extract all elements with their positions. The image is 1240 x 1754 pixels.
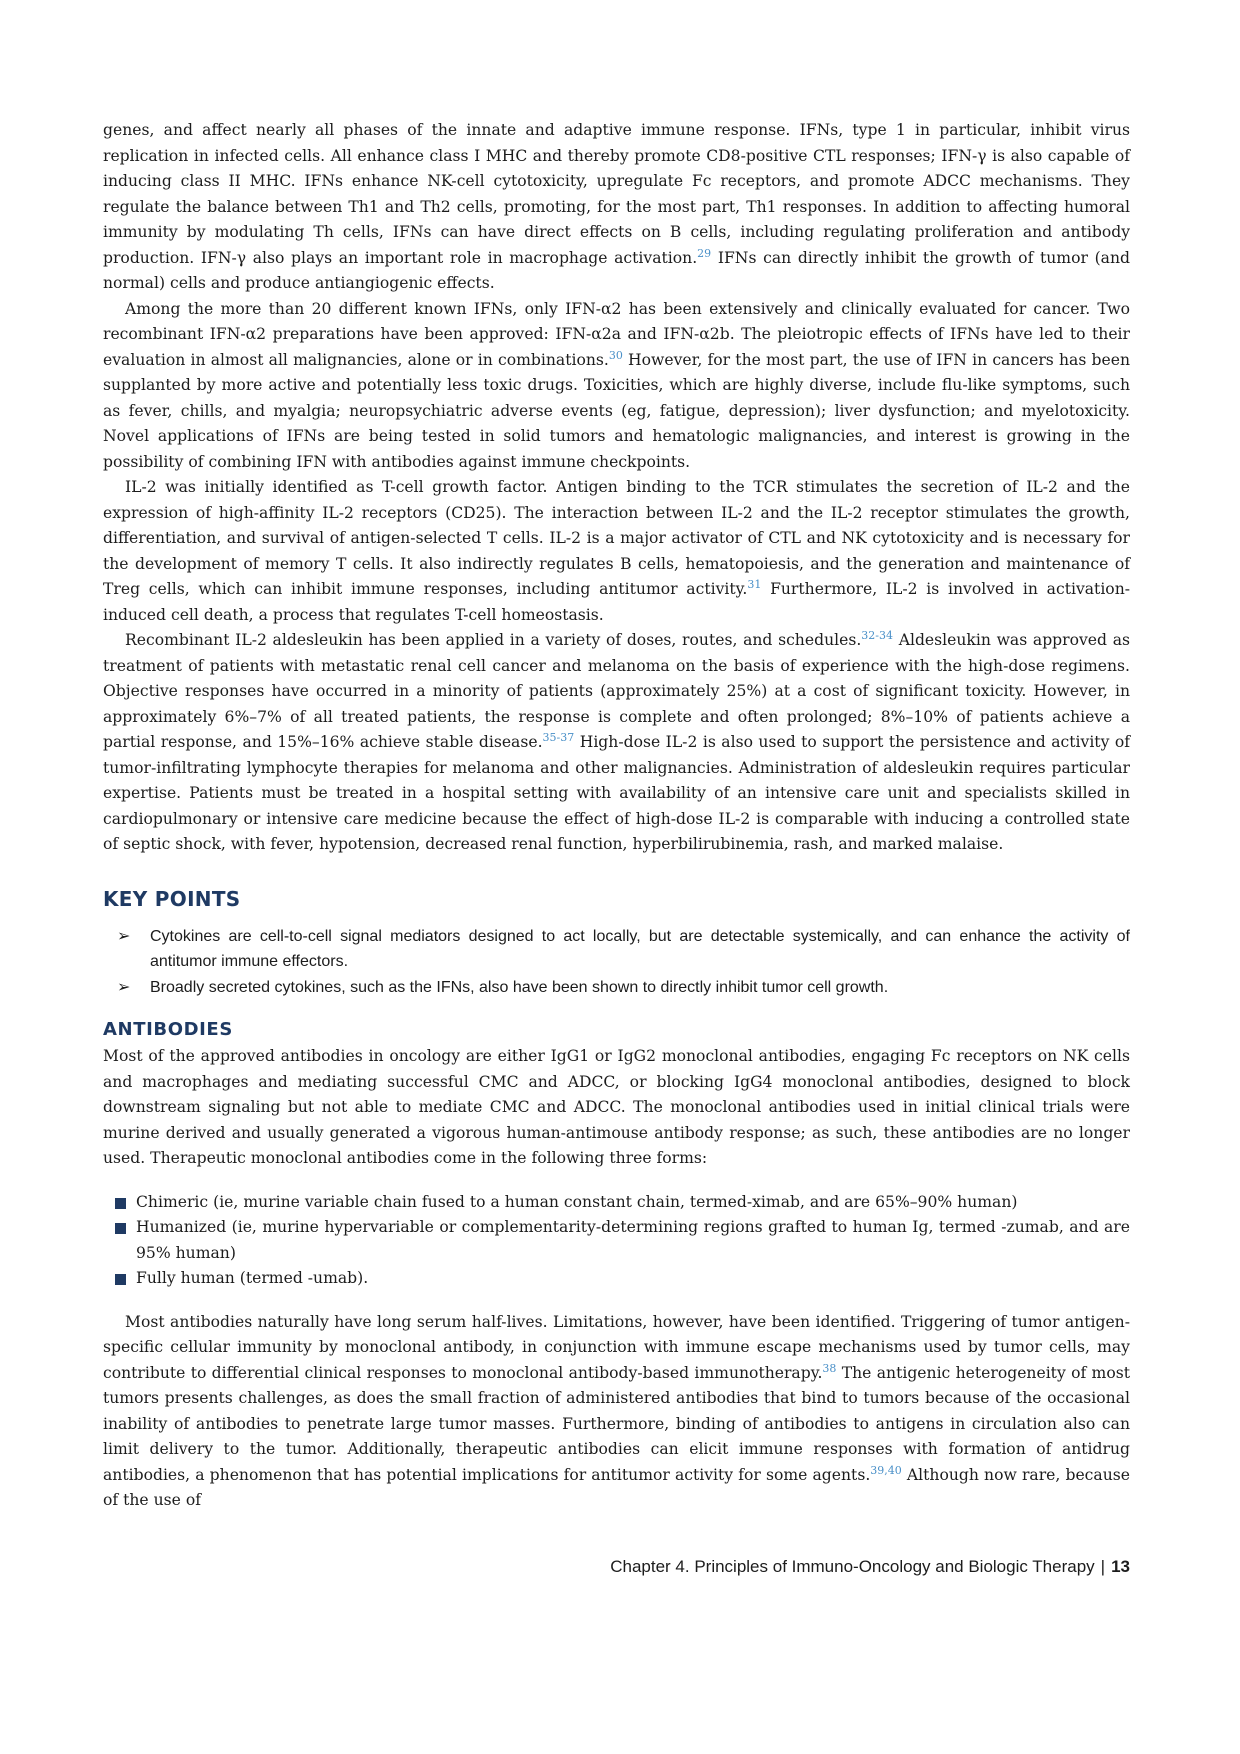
paragraph-antibodies-intro: Most of the approved antibodies in oncology are either IgG1 or IgG2 monoclonal antibodies, engaging Fc receptors on NK cells and macrophages and mediating successful CMC and ADCC, or blocking IgG4 monoclonal antibodies, designed to block downstream signaling but not able to mediate CMC and ADCC. The monoclonal antibodies used in initial clinical trials were murine derived and usually generated a vigorous human-antimouse antibody response; as such, these antibodies are no longer used. Therapeutic monoclonal antibodies come in the following three forms: [103, 1047, 1130, 1167]
list-item [103, 1266, 1130, 1292]
paragraph-text: Although now rare, because of the use of [103, 1465, 1130, 1509]
citation-ref[interactable]: 35-37 [542, 730, 575, 744]
list-item-text: Fully human (termed -umab). [136, 1269, 369, 1287]
page-footer [103, 1555, 1130, 1579]
list-item [103, 924, 1130, 975]
list-item-text: Chimeric (ie, murine variable chain fused to a human constant chain, termed-ximab, and are 65%–90% human) [136, 1192, 1018, 1211]
paragraph-il2 [103, 475, 1130, 628]
chapter-title: Chapter 4. Principles of Immuno-Oncology and Biologic Therapy [610, 1557, 1095, 1576]
paragraph-text: Most antibodies naturally have long serum half-lives. Limitations, however, have been identified. Triggering of tumor antigen-specific cellular immunity by monoclonal antibody, in conjunction with immune escape mechanisms used by tumor cells, may contribute to differential clinical responses to monoclonal antibody-based immunotherapy. [103, 1312, 1130, 1382]
antibodies-heading: ANTIBODIES [103, 1019, 233, 1040]
paragraph-text: However, for the most part, the use of IFN in cancers has been supplanted by more active and potentially less toxic drugs. Toxicities, which are highly diverse, include flu-like symptoms, such as fever, chills, and myalgia; neuropsychiatric adverse events (eg, fatigue, depression); liver dysfunction; and myelotoxicity. Novel applications of IFNs are being tested in solid tumors and hematologic malignancies, and interest is growing in the possibility of combining IFN with antibodies against immune checkpoints. [103, 350, 1130, 471]
paragraph-text: IL-2 was initially identified as T-cell growth factor. Antigen binding to the TCR stimulates the secretion of IL-2 and the expression of high-affinity IL-2 receptors (CD25). The interaction between IL-2 and the IL-2 receptor stimulates the growth, differentiation, and survival of antigen-selected T cells. IL-2 is a major activator of CTL and NK cytotoxicity and is necessary for the development of memory T cells. It also indirectly regulates B cells, hematopoiesis, and the generation and maintenance of Treg cells, which can inhibit immune responses, including antitumor activity. [103, 478, 1130, 598]
arrow-bullet-icon: ➢ [117, 927, 131, 945]
body-text [103, 118, 1130, 1514]
citation-ref[interactable]: 39,40 [870, 1463, 902, 1477]
footer-separator: | [1100, 1557, 1106, 1576]
citation-ref[interactable]: 30 [608, 348, 623, 362]
citation-ref[interactable]: 31 [747, 577, 762, 591]
list-item [103, 975, 1130, 1001]
paragraph-aldesleukin [103, 628, 1130, 858]
square-bullet-icon [115, 1198, 126, 1209]
paragraph-ifn-alpha2 [103, 297, 1130, 476]
list-item [103, 1215, 1130, 1266]
paragraph-text: Recombinant IL-2 aldesleukin has been applied in a variety of doses, routes, and schedules. [125, 631, 862, 649]
paragraph-text: The antigenic heterogeneity of most tumors presents challenges, as does the small fraction of administered antibodies that bind to tumors because of the occasional inability of antibodies to penetrate large tumor masses. Furthermore, binding of antibodies to antigens in circulation also can limit delivery to the tumor. Additionally, therapeutic antibodies can elicit immune responses with formation of antidrug antibodies, a phenomenon that has potential implications for antitumor activity for some agents. [103, 1363, 1130, 1484]
list-item-text: Humanized (ie, murine hypervariable or complementarity-determining regions grafted to human Ig, termed -zumab, and are 95% human) [136, 1218, 1130, 1262]
paragraph-text: Furthermore, IL-2 is involved in activation-induced cell death, a process that regulates T-cell homeostasis. [103, 580, 1131, 624]
citation-ref[interactable]: 29 [697, 246, 712, 260]
paragraph-text: genes, and affect nearly all phases of the innate and adaptive immune response. IFNs, type 1 in particular, inhibit virus replication in infected cells. All enhance class I MHC and thereby promote CD8-positive CTL responses; IFN-γ is also capable of inducing class II MHC. IFNs enhance NK-cell cytotoxicity, upregulate Fc receptors, and promote ADCC mechanisms. They regulate the balance between Th1 and Th2 cells, promoting, for the most part, Th1 responses. In addition to affecting humoral immunity by modulating Th cells, IFNs can have direct effects on B cells, including regulating proliferation and antibody production. IFN-γ also plays an important role in macrophage activation. [103, 121, 1130, 267]
square-bullet-icon [115, 1274, 126, 1285]
key-points-list [103, 924, 1130, 1001]
paragraph-text: IFNs can directly inhibit the growth of tumor (and normal) cells and produce antiangiogenic effects. [103, 248, 1130, 292]
page-number: 13 [1111, 1557, 1130, 1576]
citation-ref[interactable]: 32-34 [861, 628, 894, 642]
key-points-heading: KEY POINTS [103, 886, 241, 911]
list-item-text: Broadly secreted cytokines, such as the IFNs, also have been shown to directly inhibit tumor cell growth. [150, 978, 889, 996]
citation-ref[interactable]: 38 [822, 1361, 837, 1375]
arrow-bullet-icon: ➢ [117, 978, 131, 996]
list-item [103, 1190, 1130, 1216]
paragraph-text: High-dose IL-2 is also used to support the persistence and activity of tumor-infiltrating lymphocyte therapies for melanoma and other malignancies. Administration of aldesleukin requires particular expertise. Patients must be treated in a hospital setting with availability of an intensive care unit and specialists skilled in cardiopulmonary or intensive care medicine because the effect of high-dose IL-2 is comparable with inducing a controlled state of septic shock, with fever, hypotension, decreased renal function, hyperbilirubinemia, rash, and marked malaise. [103, 733, 1131, 853]
paragraph-text: Among the more than 20 different known IFNs, only IFN-α2 has been extensively and clinically evaluated for cancer. Two recombinant IFN-α2 preparations have been approved: IFN-α2a and IFN-α2b. The pleiotropic effects of IFNs have led to their evaluation in almost all malignancies, alone or in combinations. [103, 299, 1130, 369]
list-item-text: Cytokines are cell-to-cell signal mediators designed to act locally, but are detectable systemically, and can enhance the activity of antitumor immune effectors. [150, 927, 1130, 970]
paragraph-antibody-limitations [103, 1310, 1130, 1514]
paragraph-text: Aldesleukin was approved as treatment of patients with metastatic renal cell cancer and melanoma on the basis of experience with the high-dose regimens. Objective responses have occurred in a minority of patients (approximately 25%) at a cost of significant toxicity. However, in approximately 6%–7% of all treated patients, the response is complete and often prolonged; 8%–10% of patients achieve a partial response, and 15%–16% achieve stable disease. [103, 631, 1130, 751]
antibody-forms-list [103, 1190, 1130, 1292]
paragraph-ifn-effects [103, 118, 1130, 297]
square-bullet-icon [115, 1223, 126, 1234]
